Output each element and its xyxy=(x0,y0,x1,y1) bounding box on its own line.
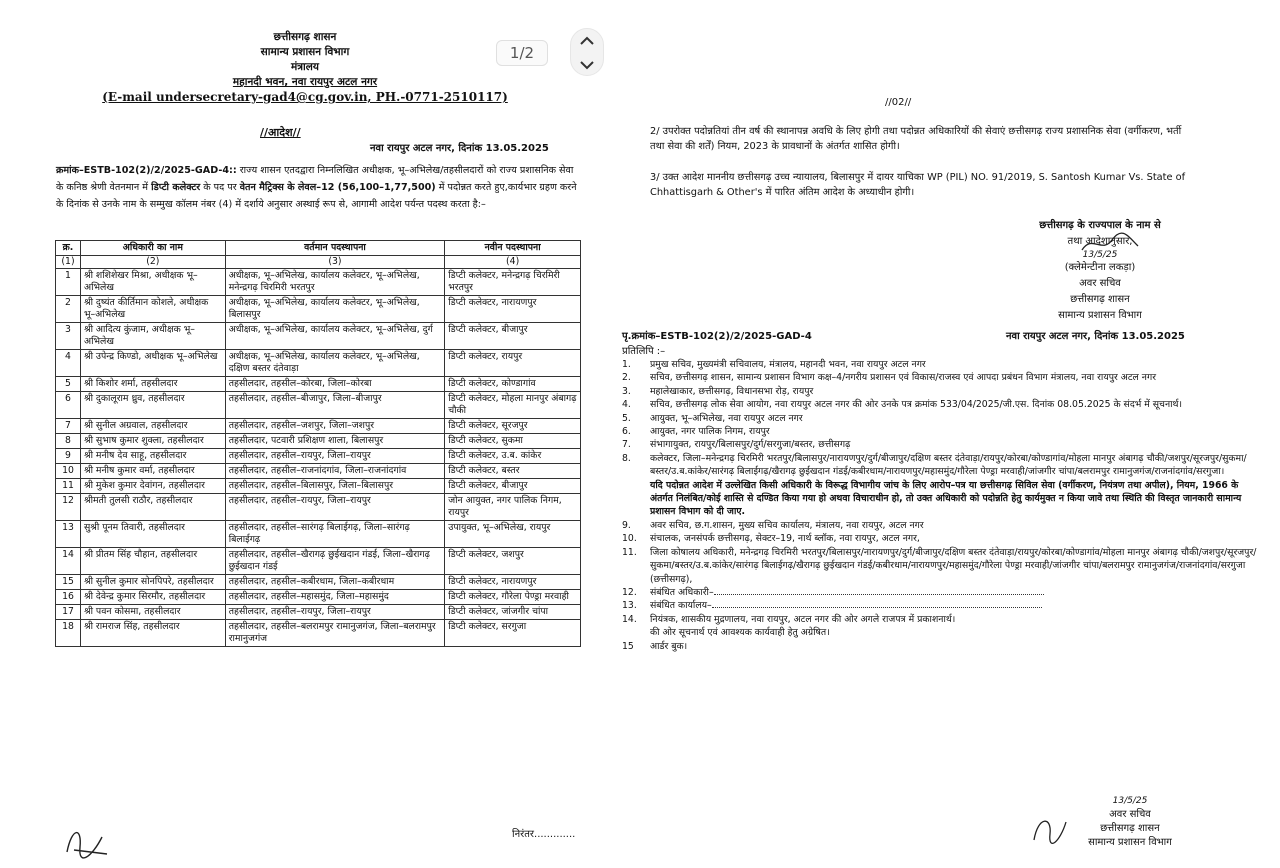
item-text xyxy=(650,599,1260,612)
copy-list-item xyxy=(620,519,1260,532)
new-posting: डिप्टी कलेक्टर, रायपुर xyxy=(445,350,581,377)
officer-name: श्री सुभाष कुमार शुक्ला, तहसीलदार xyxy=(80,434,225,449)
item-number: 13. xyxy=(622,600,637,612)
intro-pay-level: वेतन मैट्रिक्स के लेवल–12 (56,100–1,77,500) xyxy=(239,182,436,193)
copy-list-item xyxy=(620,640,1260,653)
copy-list-item xyxy=(620,425,1260,438)
dept-name: सामान्य प्रशासन विभाग xyxy=(260,46,350,58)
item-text-content: सचिव, छत्तीसगढ़ शासन, सामान्य प्रशासन विभाग कक्ष–4/नगरीय प्रशासन एवं विकास/राजस्व एवं आपदा प्रबंधन विभाग मंत्रालय, नवा रायपुर अटल नगर xyxy=(650,372,1156,384)
new-posting: डिप्टी कलेक्टर, जांजगीर चांपा xyxy=(445,605,581,620)
table-row xyxy=(56,350,581,377)
officer-name: श्री प्रीतम सिंह चौहान, तहसीलदार xyxy=(80,548,225,575)
table-row xyxy=(56,605,581,620)
row-number: 5 xyxy=(56,377,81,392)
copy-list-item xyxy=(620,626,1260,639)
item-number: 2. xyxy=(622,372,631,384)
govt-name: छत्तीसगढ़ शासन xyxy=(273,31,337,43)
item-text-content: संबंधित कार्यालय– xyxy=(650,600,712,612)
officer-name: श्री देवेन्द्र कुमार सिरमौर, तहसीलदार xyxy=(80,590,225,605)
row-number: 15 xyxy=(56,575,81,590)
col-header-name: अधिकारी का नाम xyxy=(80,241,225,256)
new-posting: डिप्टी कलेक्टर, सुकमा xyxy=(445,434,581,449)
current-posting: तहसीलदार, तहसील–कबीरधाम, जिला–कबीरधाम xyxy=(225,575,445,590)
item-number: 12. xyxy=(622,586,637,598)
col-header-no: क्र. xyxy=(56,241,81,256)
current-posting: अधीक्षक, भू–अभिलेख, कार्यालय कलेक्टर, भू–अभिलेख, दक्षिण बस्तर दंतेवाड़ा xyxy=(225,350,445,377)
item-number: 4. xyxy=(622,399,631,411)
table-header-row xyxy=(56,241,581,256)
table-row xyxy=(56,377,581,392)
signatory-govt: छत्तीसगढ़ शासन xyxy=(1100,823,1160,834)
current-posting: तहसीलदार, पटवारी प्रशिक्षण शाला, बिलासपुर xyxy=(225,434,445,449)
row-number: 10 xyxy=(56,464,81,479)
officer-name: श्री सुनील अग्रवाल, तहसीलदार xyxy=(80,419,225,434)
document-page-2 xyxy=(620,0,1280,868)
item-number: 3. xyxy=(622,385,631,397)
current-posting: अधीक्षक, भू–अभिलेख, कार्यालय कलेक्टर, भू–अभिलेख, मनेन्द्रगढ़ चिरमिरी भरतपुर xyxy=(225,269,445,296)
copy-list-item xyxy=(620,385,1260,398)
row-number: 14 xyxy=(56,548,81,575)
item-text-content: अवर सचिव, छ.ग.शासन, मुख्य सचिव कार्यालय, मंत्रालय, नवा रायपुर, अटल नगर xyxy=(650,519,924,531)
row-number: 7 xyxy=(56,419,81,434)
item-text-content: जिला कोषालय अधिकारी, मनेन्द्रगढ़ चिरमिरी भरतपुर/बिलासपुर/नारायणपुर/दुर्ग/बीजापुर/दक्षिण बस्तर दंतेवाड़ा/रायपुर/कोरबा/कोण्डागांव/मोहला मानपुर अंबागढ़ चौकी/जशपुर/सूरजपुर/सुकमा/बस्तर/उ.ब.कांकेर/सारंगढ़ बिलाईगढ़/खैरागढ़ छुईखदान गंडई/कबीरधाम/नारायणपुर/महासमुंद/गौरेला पेण्ड्रा मरवाही/जांजगीर चांपा/बलरामपुर रामानुजगंज/राजनांदगांव/सरगुजा (छत्तीसगढ़), xyxy=(650,546,1257,585)
intro-text: के पद पर xyxy=(200,182,240,193)
table-row xyxy=(56,296,581,323)
copy-list-item xyxy=(620,452,1260,479)
current-posting: तहसीलदार, तहसील–महासमुंद, जिला–महासमुंद xyxy=(225,590,445,605)
item-number: 5. xyxy=(622,412,631,424)
address: महानदी भवन, नवा रायपुर अटल नगर xyxy=(232,76,378,88)
row-number: 6 xyxy=(56,392,81,419)
officer-name: श्री मनीष कुमार वर्मा, तहसीलदार xyxy=(80,464,225,479)
table-row xyxy=(56,323,581,350)
copy-to-label: प्रतिलिपि :– xyxy=(622,346,666,357)
page-nav-control[interactable] xyxy=(570,28,604,76)
officer-name: श्री उपेन्द्र किण्डो, अधीक्षक भू–अभिलेख xyxy=(80,350,225,377)
col-number: (2) xyxy=(80,256,225,269)
signature-mark xyxy=(1030,812,1070,848)
endorsement-number: पृ.क्रमांक–ESTB-102(2)/2/2025-GAD-4 xyxy=(622,331,812,342)
item-text-content: आर्डर बुक। xyxy=(650,640,688,652)
current-posting: तहसीलदार, तहसील–जशपुर, जिला–जशपुर xyxy=(225,419,445,434)
document-page-1 xyxy=(0,0,620,868)
item-text-content: नियंत्रक, शासकीय मुद्रणालय, नवा रायपुर, अटल नगर की ओर अगले राजपत्र में प्रकाशनार्थ। xyxy=(650,613,956,625)
officer-name: श्री रामराज सिंह, तहसीलदार xyxy=(80,620,225,647)
current-posting: तहसीलदार, तहसील–बीजापुर, जिला–बीजापुर xyxy=(225,392,445,419)
copy-list xyxy=(620,358,1260,653)
row-number: 11 xyxy=(56,479,81,494)
new-posting: डिप्टी कलेक्टर, मनेन्द्रगढ़ चिरमिरी भरतपुर xyxy=(445,269,581,296)
item-text xyxy=(650,398,1260,411)
officer-name: सुश्री पूनम तिवारी, तहसीलदार xyxy=(80,521,225,548)
copy-list-item xyxy=(620,371,1260,384)
table-row xyxy=(56,575,581,590)
new-posting: डिप्टी कलेक्टर, बीजापुर xyxy=(445,323,581,350)
continued-marker: निरंतर............. xyxy=(512,829,576,840)
row-number: 4 xyxy=(56,350,81,377)
item-number: 8. xyxy=(622,452,631,464)
officer-name: श्री किशोर शर्मा, तहसीलदार xyxy=(80,377,225,392)
current-posting: तहसीलदार, तहसील–खैरागढ़ छुईखदान गंडई, जिला–खैरागढ़ छुईखदान गंडई xyxy=(225,548,445,575)
item-number: 7. xyxy=(622,439,631,451)
item-text xyxy=(650,479,1260,519)
current-posting: तहसीलदार, तहसील–बिलासपुर, जिला–बिलासपुर xyxy=(225,479,445,494)
item-number: 10. xyxy=(622,533,637,545)
item-text xyxy=(650,640,1260,653)
table-row xyxy=(56,479,581,494)
current-posting: तहसीलदार, तहसील–रायपुर, जिला–रायपुर xyxy=(225,449,445,464)
page-indicator: 1/2 xyxy=(496,40,548,66)
table-row xyxy=(56,620,581,647)
table-row xyxy=(56,494,581,521)
item-number: 6. xyxy=(622,426,631,438)
page-number: //02// xyxy=(885,97,912,108)
new-posting: डिप्टी कलेक्टर, सूरजपुर xyxy=(445,419,581,434)
signature-mark xyxy=(62,822,112,862)
officer-name: श्री आदित्य कुंजाम, अधीक्षक भू–अभिलेख xyxy=(80,323,225,350)
paragraph-2: 2/ उपरोक्त पदोन्नतियां तीन वर्ष की स्थानापन्न अवधि के लिए होगी तथा पदोन्नत अधिकारियों की सेवाएं छत्तीसगढ़ राज्य प्रशासनिक सेवा (वर्गीकरण, भर्ती तथा सेवा की शर्तें) नियम, 2023 के प्रावधानों के अंतर्गत शासित होगी। xyxy=(650,126,1182,152)
item-number xyxy=(620,479,650,519)
item-text-content: संचालक, जनसंपर्क छत्तीसगढ़, सेक्टर–19, नार्थ ब्लॉक, नवा रायपुर, अटल नगर, xyxy=(650,533,920,545)
item-text xyxy=(650,385,1260,398)
table-row xyxy=(56,434,581,449)
item-text-content: यदि पदोन्नत आदेश में उल्लेखित किसी अधिकारी के विरूद्ध विभागीय जांच के लिए आरोप–पत्र या छत्तीसगढ़ सिविल सेवा (वर्गीकरण, नियंत्रण तथा अपील), नियम, 1966 के अंतर्गत निलंबित/कोई शास्ति से दण्डित किया गया हो अथवा विचाराधीन हो, तो उक्त अधिकारी को पदोन्नति हेतु कार्यमुक्त न किया जावे तथा स्थिति की विस्तृत जानकारी सामान्य प्रशासन विभाग को दी जाए. xyxy=(650,479,1242,518)
table-row xyxy=(56,449,581,464)
blank-line xyxy=(714,586,1044,595)
order-intro xyxy=(56,162,578,213)
paragraph-3: 3/ उक्त आदेश माननीय छत्तीसगढ़ उच्च न्यायालय, बिलासपुर में दायर याचिका WP (PIL) NO. 91/2019, S. Santosh Kumar Vs. State of Chhattisgarh & Other's में पारित अंतिम आदेश के अध्याधीन होगी। xyxy=(650,172,1186,198)
officer-name: श्री मनीष देव साहू, तहसीलदार xyxy=(80,449,225,464)
row-number: 1 xyxy=(56,269,81,296)
officer-name: श्रीमती तुलसी राठौर, तहसीलदार xyxy=(80,494,225,521)
table-row xyxy=(56,590,581,605)
table-row xyxy=(56,269,581,296)
item-text xyxy=(650,438,1260,451)
intro-text: में पदोन्नत करते हुए,कार्यभार ग्रहण करने के दिनांक से उनके नाम के सम्मुख कॉलम नंबर (4) में दर्शाये अनुसार अस्थाई रूप से, आगामी आदेश पर्यन्त पदस्थ करता है:– xyxy=(56,182,577,210)
contact-line: (E-mail undersecretary-gad4@cg.gov.in, PH.-0771-2510117) xyxy=(102,90,508,104)
item-number xyxy=(620,626,650,639)
item-number: 11. xyxy=(622,546,637,558)
officer-name: श्री सुनील कुमार सोनपिपरे, तहसीलदार xyxy=(80,575,225,590)
item-text xyxy=(650,626,1260,639)
blank-line xyxy=(712,599,1042,608)
row-number: 18 xyxy=(56,620,81,647)
item-text xyxy=(650,371,1260,384)
row-number: 16 xyxy=(56,590,81,605)
letterhead xyxy=(90,30,520,105)
row-number: 17 xyxy=(56,605,81,620)
item-text-content: आयुक्त, भू–अभिलेख, नवा रायपुर अटल नगर xyxy=(650,412,803,424)
intro-post: डिप्टी कलेक्टर xyxy=(151,182,201,193)
row-number: 12 xyxy=(56,494,81,521)
item-text xyxy=(650,425,1260,438)
row-number: 3 xyxy=(56,323,81,350)
current-posting: तहसीलदार, तहसील–बलरामपुर रामानुजगंज, जिला–बलरामपुर रामानुजगंज xyxy=(225,620,445,647)
copy-list-item xyxy=(620,479,1260,519)
row-number: 2 xyxy=(56,296,81,323)
item-text xyxy=(650,358,1260,371)
new-posting: डिप्टी कलेक्टर, उ.ब. कांकेर xyxy=(445,449,581,464)
chevron-up-down-icon[interactable] xyxy=(579,35,595,71)
table-row xyxy=(56,464,581,479)
item-text-content: की ओर सूचनार्थ एवं आवश्यक कार्यवाही हेतु अग्रेषित। xyxy=(650,627,830,639)
item-text xyxy=(650,519,1260,532)
current-posting: तहसीलदार, तहसील–कोरबा, जिला–कोरबा xyxy=(225,377,445,392)
current-posting: तहसीलदार, तहसील–राजनांदगांव, जिला–राजनांदगांव xyxy=(225,464,445,479)
sig-line: छत्तीसगढ़ के राज्यपाल के नाम से xyxy=(1039,220,1161,231)
col-number: (3) xyxy=(225,256,445,269)
ministry-name: मंत्रालय xyxy=(290,61,319,73)
item-text-content: कलेक्टर, जिला–मनेन्द्रगढ़ चिरमिरी भरतपुर/बिलासपुर/नारायणपुर/दुर्ग/बीजापुर/दक्षिण बस्तर दंतेवाड़ा/रायपुर/कोरबा/कोण्डागांव/मोहला मानपुर अंबागढ़ चौकी/जशपुर/सूरजपुर/सुकमा/बस्तर/उ.ब.कांकेर/सारंगढ़ बिलाईगढ़/खैरागढ़ छुईखदान गंडई/कबीरधाम/नारायणपुर/महासमुंद/गौरेला पेण्ड्रा मरवाही/जांजगीर चांपा/बलरामपुर रामानुजगंज/राजनांदगांव/सरगुजा। xyxy=(650,452,1247,478)
sig-date: 13/5/25 xyxy=(1082,250,1118,260)
signatory-dept: सामान्य प्रशासन विभाग xyxy=(1088,837,1172,848)
row-number: 13 xyxy=(56,521,81,548)
sig-line: तथा आदेशानुसार, xyxy=(1067,236,1133,247)
new-posting: उपायुक्त, भू–अभिलेख, रायपुर xyxy=(445,521,581,548)
new-posting: डिप्टी कलेक्टर, नारायणपुर xyxy=(445,296,581,323)
intro-text: राज्य शासन एतदद्वारा निम्नलिखित अधीक्षक, भू–अभिलेख/तहसीलदारों को राज्य प्रशासनिक सेवा के कनिष्ठ श्रेणी वेतनमान में xyxy=(56,165,574,193)
signatory-govt: छत्तीसगढ़ शासन xyxy=(1070,294,1130,305)
item-text-content: प्रमुख सचिव, मुख्यमंत्री सचिवालय, मंत्रालय, महानदी भवन, नवा रायपुर अटल नगर xyxy=(650,359,926,370)
copy-list-item xyxy=(620,586,1260,599)
officer-name: श्री पवन कोसमा, तहसीलदार xyxy=(80,605,225,620)
current-posting: अधीक्षक, भू–अभिलेख, कार्यालय कलेक्टर, भू–अभिलेख, दुर्ग xyxy=(225,323,445,350)
officer-name: श्री दुकालूराम ध्रुव, तहसीलदार xyxy=(80,392,225,419)
col-header-current: वर्तमान पदस्थापना xyxy=(225,241,445,256)
item-number: 14. xyxy=(622,613,637,625)
col-number: (1) xyxy=(56,256,81,269)
signature-mark xyxy=(1080,232,1140,256)
endorsement-date: नवा रायपुर अटल नगर, दिनांक 13.05.2025 xyxy=(1006,331,1185,342)
item-text xyxy=(650,412,1260,425)
item-text xyxy=(650,586,1260,599)
new-posting: डिप्टी कलेक्टर, सरगुजा xyxy=(445,620,581,647)
copy-list-item xyxy=(620,438,1260,451)
new-posting: डिप्टी कलेक्टर, जशपुर xyxy=(445,548,581,575)
new-posting: जोन आयुक्त, नगर पालिक निगम, रायपुर xyxy=(445,494,581,521)
item-text-content: संबंधित अधिकारी– xyxy=(650,586,714,598)
col-header-new: नवीन पदस्थापना xyxy=(445,241,581,256)
new-posting: डिप्टी कलेक्टर, बस्तर xyxy=(445,464,581,479)
row-number: 8 xyxy=(56,434,81,449)
column-number-row xyxy=(56,256,581,269)
copy-list-item xyxy=(620,412,1260,425)
table-row xyxy=(56,419,581,434)
copy-list-item xyxy=(620,398,1260,411)
order-title: //आदेश// xyxy=(260,126,301,139)
item-number: 15 xyxy=(622,640,634,652)
new-posting: डिप्टी कलेक्टर, मोहला मानपुर अंबागढ़ चौकी xyxy=(445,392,581,419)
signatory-designation: अवर सचिव xyxy=(1079,278,1121,289)
table-row xyxy=(56,548,581,575)
order-reference: क्रमांक–ESTB-102(2)/2/2025-GAD-4:: xyxy=(56,165,237,176)
new-posting: डिप्टी कलेक्टर, कोण्डागांव xyxy=(445,377,581,392)
officer-name: श्री दुष्यंत कीर्तिमान कोशले, अधीक्षक भू–अभिलेख xyxy=(80,296,225,323)
table-row xyxy=(56,521,581,548)
col-number: (4) xyxy=(445,256,581,269)
current-posting: तहसीलदार, तहसील–रायपुर, जिला–रायपुर xyxy=(225,494,445,521)
current-posting: तहसीलदार, तहसील–सारंगढ़ बिलाईगढ़, जिला–सारंगढ़ बिलाईगढ़ xyxy=(225,521,445,548)
copy-list-item xyxy=(620,532,1260,545)
copy-list-item xyxy=(620,599,1260,612)
officer-name: श्री शशिशेखर मिश्रा, अधीक्षक भू–अभिलेख xyxy=(80,269,225,296)
order-place-date: नवा रायपुर अटल नगर, दिनांक 13.05.2025 xyxy=(370,143,549,154)
new-posting: डिप्टी कलेक्टर, बीजापुर xyxy=(445,479,581,494)
copy-list-item xyxy=(620,613,1260,626)
item-text xyxy=(650,532,1260,545)
signatory-dept: सामान्य प्रशासन विभाग xyxy=(1058,310,1142,321)
signatory-name: (क्लेमेन्टीना लकड़ा) xyxy=(1064,262,1136,273)
item-number: 9. xyxy=(622,519,631,531)
current-posting: तहसीलदार, तहसील–रायपुर, जिला–रायपुर xyxy=(225,605,445,620)
signatory-designation: अवर सचिव xyxy=(1109,809,1151,820)
table-row xyxy=(56,392,581,419)
new-posting: डिप्टी कलेक्टर, नारायणपुर xyxy=(445,575,581,590)
item-number: 1. xyxy=(622,359,631,370)
item-text-content: संभागायुक्त, रायपुर/बिलासपुर/दुर्ग/सरगुजा/बस्तर, छत्तीसगढ़ xyxy=(650,439,851,451)
sig-date: 13/5/25 xyxy=(1112,796,1148,806)
item-text-content: आयुक्त, नगर पालिक निगम, रायपुर xyxy=(650,426,770,438)
row-number: 9 xyxy=(56,449,81,464)
item-text-content: सचिव, छत्तीसगढ़ लोक सेवा आयोग, नवा रायपुर अटल नगर की ओर उनके पत्र क्रमांक 533/04/2025/जी.एस. दिनांक 08.05.2025 के संदर्भ में सूचनार्थ। xyxy=(650,399,1182,411)
item-text-content: महालेखाकार, छत्तीसगढ़, विधानसभा रोड़, रायपुर xyxy=(650,385,814,397)
copy-list-item xyxy=(620,546,1260,586)
current-posting: अधीक्षक, भू–अभिलेख, कार्यालय कलेक्टर, भू–अभिलेख, बिलासपुर xyxy=(225,296,445,323)
item-text xyxy=(650,452,1260,479)
posting-table xyxy=(55,240,581,647)
item-text xyxy=(650,613,1260,626)
item-text xyxy=(650,546,1260,586)
new-posting: डिप्टी कलेक्टर, गौरेला पेण्ड्रा मरवाही xyxy=(445,590,581,605)
copy-list-item xyxy=(620,358,1260,371)
officer-name: श्री मुकेश कुमार देवांगन, तहसीलदार xyxy=(80,479,225,494)
